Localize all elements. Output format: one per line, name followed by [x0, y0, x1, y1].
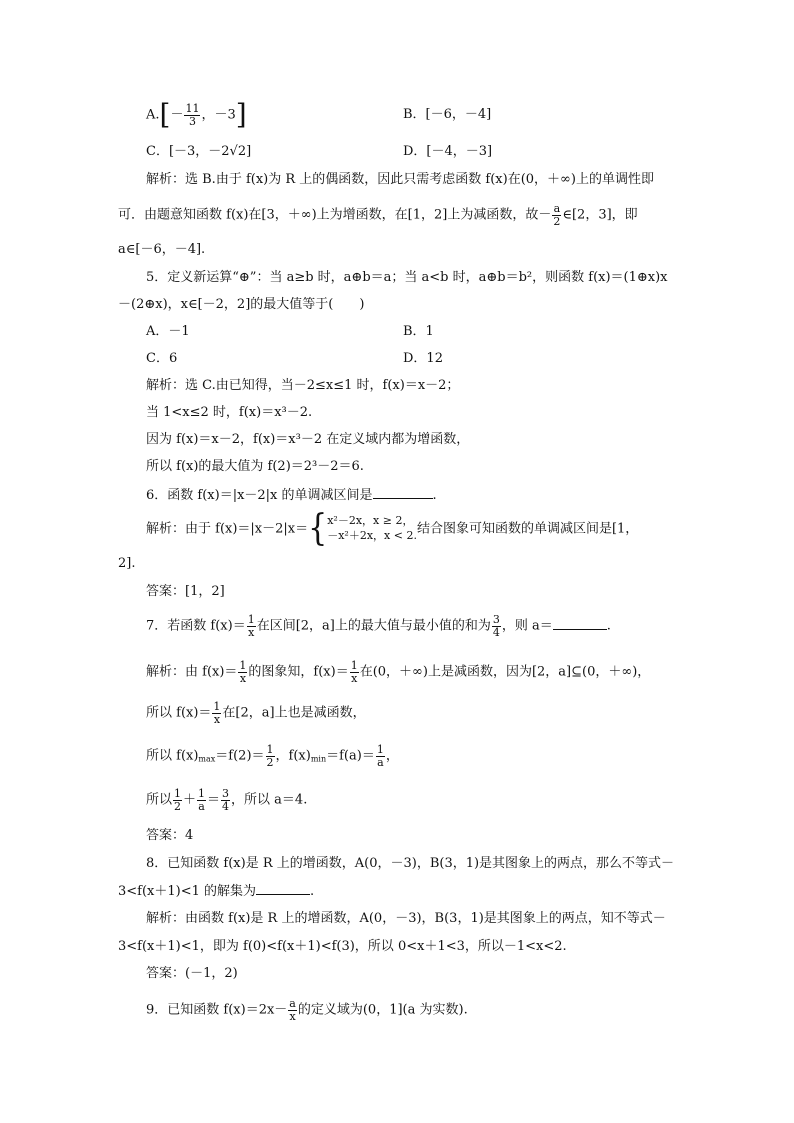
q4-option-a-label: A.	[146, 107, 160, 123]
fraction: $\frac{1}{x}$	[213, 700, 221, 726]
fraction: $\frac{a}{x}$	[289, 997, 296, 1023]
q6-answer: 答案：[1，2]	[146, 584, 225, 599]
q5-stem-line-2: －(2⊕x)，x∈[－2，2]的最大值等于( )	[118, 297, 365, 312]
q8-answer: 答案：(－1，2)	[146, 966, 238, 981]
q5-option-d: D．12	[403, 351, 443, 366]
q4-option-b: B．[－6，－4]	[403, 107, 492, 122]
piecewise-cases: x²－2x，x ≥ 2， －x²＋2x，x < 2.	[327, 514, 417, 542]
fraction: $\frac{3}{4}$	[222, 787, 230, 813]
q5-solution-line-2: 当 1<x≤2 时，f(x)＝x³－2.	[146, 405, 313, 420]
left-brace: {	[308, 507, 328, 550]
q4-option-c: C．[－3，－2√2]	[146, 144, 252, 159]
q7-solution-line-1: 解析：由 f(x)＝ $\frac{1}{x}$ 的图象知，f(x)＝ $\frac{1}{x}$ 在(0，＋∞)上是减函数，因为[2，a]⊆(0，＋∞)，	[146, 659, 651, 685]
q7-solution-line-3: 所以 $f(x)_{max}=f(2)=$ $\frac{1}{2}$ ，$f(x)_{min}=f(a)=$ $\frac{1}{a}$ ，	[146, 743, 399, 769]
q4-solution-line-3: a∈[－6，－4].	[118, 242, 206, 257]
q5-option-b: B．1	[403, 324, 434, 339]
fraction: $\frac{1}{x}$	[350, 659, 358, 685]
q7-answer: 答案：4	[146, 828, 194, 843]
answer-blank	[553, 619, 607, 630]
answer-blank	[373, 488, 433, 499]
q4-option-d: D．[－4，－3]	[403, 144, 493, 159]
q6-solution-line-2: 2].	[118, 556, 136, 571]
q5-solution-line-3: 因为 f(x)＝x－2，f(x)＝x³－2 在定义域内都为增函数，	[146, 432, 470, 447]
q4-solution-line-1: 解析：选 B.由于 f(x)为 R 上的偶函数，因此只需考虑函数 f(x)在(0，＋∞)上的单调性即	[146, 172, 654, 187]
fraction: $\frac{1}{2}$	[174, 787, 182, 813]
q7-stem: 7．若函数 f(x)＝ $\frac{1}{x}$ 在区间[2，a]上的最大值与最小值的和为 $\frac{3}{4}$ ，则 a＝ .	[146, 613, 611, 639]
q4-option-a: A.[－ $\frac{11}{3}$ ，－3]	[146, 98, 247, 131]
q8-stem-line-1: 8．已知函数 f(x)是 R 上的增函数，A(0，－3)，B(3，1)是其图象上的两点，那么不等式－	[146, 856, 675, 871]
q5-solution-line-4: 所以 f(x)的最大值为 f(2)＝2³－2＝6.	[146, 459, 364, 474]
q5-solution-line-1: 解析：选 C.由已知得，当－2≤x≤1 时，f(x)＝x－2；	[146, 378, 460, 393]
fraction: $\frac{1}{x}$	[239, 659, 247, 685]
q8-solution-line-1: 解析：由函数 f(x)是 R 上的增函数，A(0，－3)，B(3，1)是其图象上的两点，知不等式－	[146, 911, 666, 926]
fraction: $\frac{1}{a}$	[198, 787, 206, 813]
q7-solution-line-4: 所以 $\frac{1}{2}$ ＋ $\frac{1}{a}$ ＝ $\frac{3}{4}$ ，所以 a＝4.	[146, 787, 308, 813]
q7-solution-line-2: 所以 f(x)＝ $\frac{1}{x}$ 在[2，a]上也是减函数，	[146, 700, 366, 726]
q8-stem-line-2: 3<f(x＋1)<1 的解集为 .	[118, 884, 315, 899]
answer-blank	[256, 884, 310, 895]
q6-stem: 6．函数 f(x)＝|x－2|x 的单调减区间是 .	[146, 488, 437, 503]
q5-option-a: A．－1	[146, 324, 190, 339]
q6-solution-line-1: 解析：由于 f(x)＝|x－2|x＝{ x²－2x，x ≥ 2， －x²＋2x，x < 2. 结合图象可知函数的单调减区间是[1，	[146, 507, 639, 550]
q8-solution-line-2: 3<f(x＋1)<1，即为 f(0)<f(x＋1)<f(3)，所以 0<x＋1<3，所以－1<x<2.	[118, 939, 567, 954]
q5-option-c: C．6	[146, 351, 178, 366]
fraction: $\frac{3}{4}$	[492, 613, 500, 639]
fraction: $\frac{1}{a}$	[376, 743, 384, 769]
right-bracket: ]	[235, 98, 247, 131]
fraction: $\frac{1}{2}$	[266, 743, 274, 769]
fraction: $\frac{1}{x}$	[247, 613, 255, 639]
q5-stem-line-1: 5．定义新运算“⊕”：当 a≥b 时，a⊕b＝a；当 a<b 时，a⊕b＝b²，则函数 f(x)＝(1⊕x)x	[146, 270, 668, 285]
q4-solution-line-2: 可．由题意知函数 f(x)在[3，＋∞)上为增函数，在[1，2]上为减函数，故－ $\frac{a}{2}$ ∈[2，3]，即	[118, 202, 638, 228]
fraction: $\frac{a}{2}$	[553, 202, 561, 228]
q9-stem: 9．已知函数 f(x)＝2x－ $\frac{a}{x}$ 的定义域为(0，1](a 为实数).	[146, 997, 468, 1023]
left-bracket: [	[159, 98, 171, 131]
fraction: $\frac{11}{3}$	[185, 101, 200, 128]
